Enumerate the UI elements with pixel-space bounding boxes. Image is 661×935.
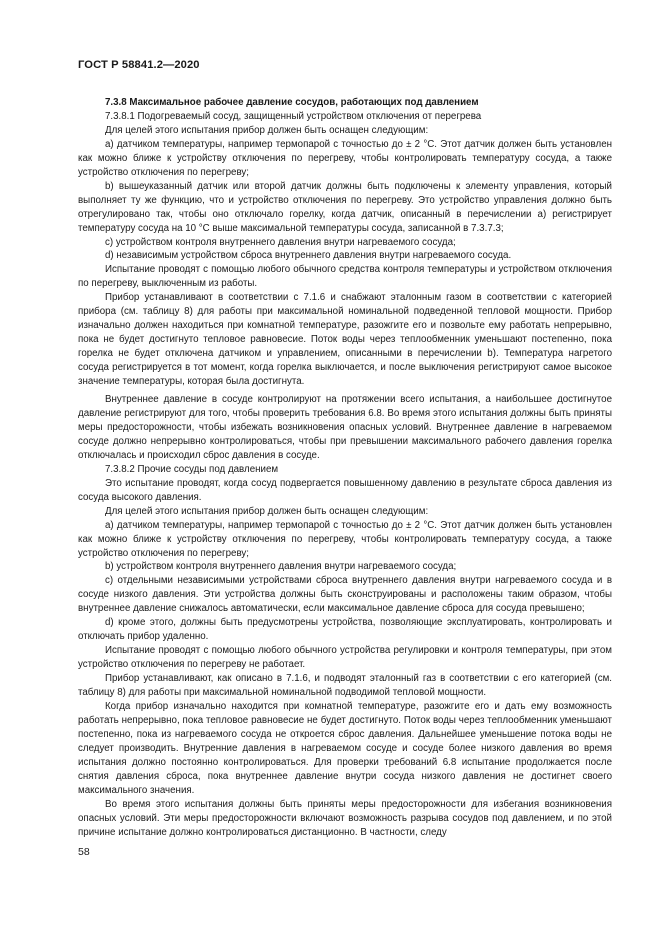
- list-item: d) кроме этого, должны быть предусмотрены устройства, позволяющие эксплуатировать, контролировать и отключать прибор удаленно.: [78, 617, 612, 643]
- list-item: d) независимым устройством сброса внутреннего давления внутри нагреваемого сосуда.: [105, 250, 512, 262]
- paragraph: Внутреннее давление в сосуде контролируют на протяжении всего испытания, а наибольшее достигнутое давление регистрируют для того, чтобы проверить требования 6.8. Во время этого испытания должны быть приняты меры предосторожности, чтобы избежать возникновения опасных условий. Внутреннее давление в нагреваемом сосуде должно непрерывно контролироваться, чтобы при превышении максимального рабочего давления горелка отключалась и происходил сброс давления в сосуде.: [78, 394, 612, 461]
- subsection-title: 7.3.8.1 Подогреваемый сосуд, защищенный устройством отключения от перегрева: [105, 110, 482, 122]
- list-item: а) датчиком температуры, например термопарой с точностью до ± 2 °С. Этот датчик должен быть установлен как можно ближе к устройству отключения по перегреву, чтобы контролировать температуру сосуда, а также устройство отключения по перегреву;: [78, 138, 612, 178]
- list-item: c) устройством контроля внутреннего давления внутри нагреваемого сосуда;: [105, 236, 456, 248]
- list-item: а) датчиком температуры, например термопарой с точностью до ± 2 °С. Этот датчик должен быть установлен как можно ближе к устройству отключения по перегреву, чтобы контролировать температуру сосуда, а также устройство отключения по перегреву;: [78, 519, 612, 559]
- paragraph: Это испытание проводят, когда сосуд подвергается повышенному давлению в результате сброса давления из сосуда высокого давления.: [78, 477, 612, 503]
- paragraph: Прибор устанавливают, как описано в 7.1.6, и подводят эталонный газ в соответствии с его категорией (см. таблицу 8) для работы при максимальной номинальной подводимой тепловой мощности.: [78, 673, 612, 699]
- paragraph: Для целей этого испытания прибор должен быть оснащен следующим:: [105, 124, 429, 136]
- paragraph: Для целей этого испытания прибор должен быть оснащен следующим:: [105, 505, 429, 517]
- paragraph: Испытание проводят с помощью любого обычного устройства регулировки и контроля температуры, при этом устройство отключения по перегреву не работает.: [78, 645, 612, 671]
- list-item: b) вышеуказанный датчик или второй датчик должны быть подключены к элементу управления, который выполняет ту же функцию, что и устройство отключения по перегреву. Это устройство управления должно быть отрегулировано так, чтобы оно отключало горелку, когда датчик, описанный в перечислении а) регистрирует температуру сосуда на 10 °С выше максимальной температуры сосуда, записанной в 7.3.7.3;: [78, 180, 612, 234]
- paragraph: Когда прибор изначально находится при комнатной температуре, разожгите его и дать ему возможность работать непрерывно, пока тепловое равновесие не будет достигнуто. Поток воды через теплообменник уменьшают постепенно, пока из нагреваемого сосуда не откроется сброс давления. Дальнейшее уменьшение потока воды не следует производить. Внутренние давления в нагреваемом сосуде и сосуде более низкого давления во время испытания должно постоянно контролироваться. Для проверки требований 6.8 испытание продолжается после снятия давления сброса, пока внутреннее давление внутри сосуда низкого давления не достигнет своего максимального значения.: [78, 700, 612, 796]
- document-body: [78, 96, 612, 840]
- paragraph: Во время этого испытания должны быть приняты меры предосторожности для избегания возникновения опасных условий. Эти меры предосторожности включают возможность разрыва сосудов под давлением, и по этой причине испытание должно контролироваться дистанционно. В частности, следу: [78, 798, 612, 838]
- page-number: 58: [78, 846, 90, 858]
- paragraph: Прибор устанавливают в соответствии с 7.1.6 и снабжают эталонным газом в соответствии с категорией прибора (см. таблицу 8) для работы при максимальной номинальной подведенной тепловой мощности. Прибор изначально должен находиться при комнатной температуре, разожгите его и позвольте ему работать непрерывно, пока не будет достигнуто тепловое равновесие. Поток воды через теплообменник уменьшают постепенно, пока горелка не будет отключена датчиком и управлением, описанными в перечислении b). Температура нагретого сосуда регистрируется в тот момент, когда горелка выключается, и после выключения регистрируют самое высокое значение температуры, которая была достигнута.: [78, 292, 612, 388]
- subsection-title: 7.3.8.2 Прочие сосуды под давлением: [105, 463, 279, 475]
- section-heading: 7.3.8 Максимальное рабочее давление сосудов, работающих под давлением: [105, 97, 479, 108]
- list-item: c) отдельными независимыми устройствами сброса внутреннего давления внутри нагреваемого сосуда и в сосуде низкого давления. Эти устройства должны быть сконструированы и расположены таким образом, чтобы внутреннее давление снижалось автоматически, если максимальное давление сброса для сосуда превышено;: [78, 575, 612, 615]
- document-header: ГОСТ Р 58841.2—2020: [78, 59, 200, 71]
- list-item: b) устройством контроля внутреннего давления внутри нагреваемого сосуда;: [105, 561, 457, 573]
- paragraph: Испытание проводят с помощью любого обычного средства контроля температуры и устройством отключения по перегреву, выключенным из работы.: [78, 264, 612, 290]
